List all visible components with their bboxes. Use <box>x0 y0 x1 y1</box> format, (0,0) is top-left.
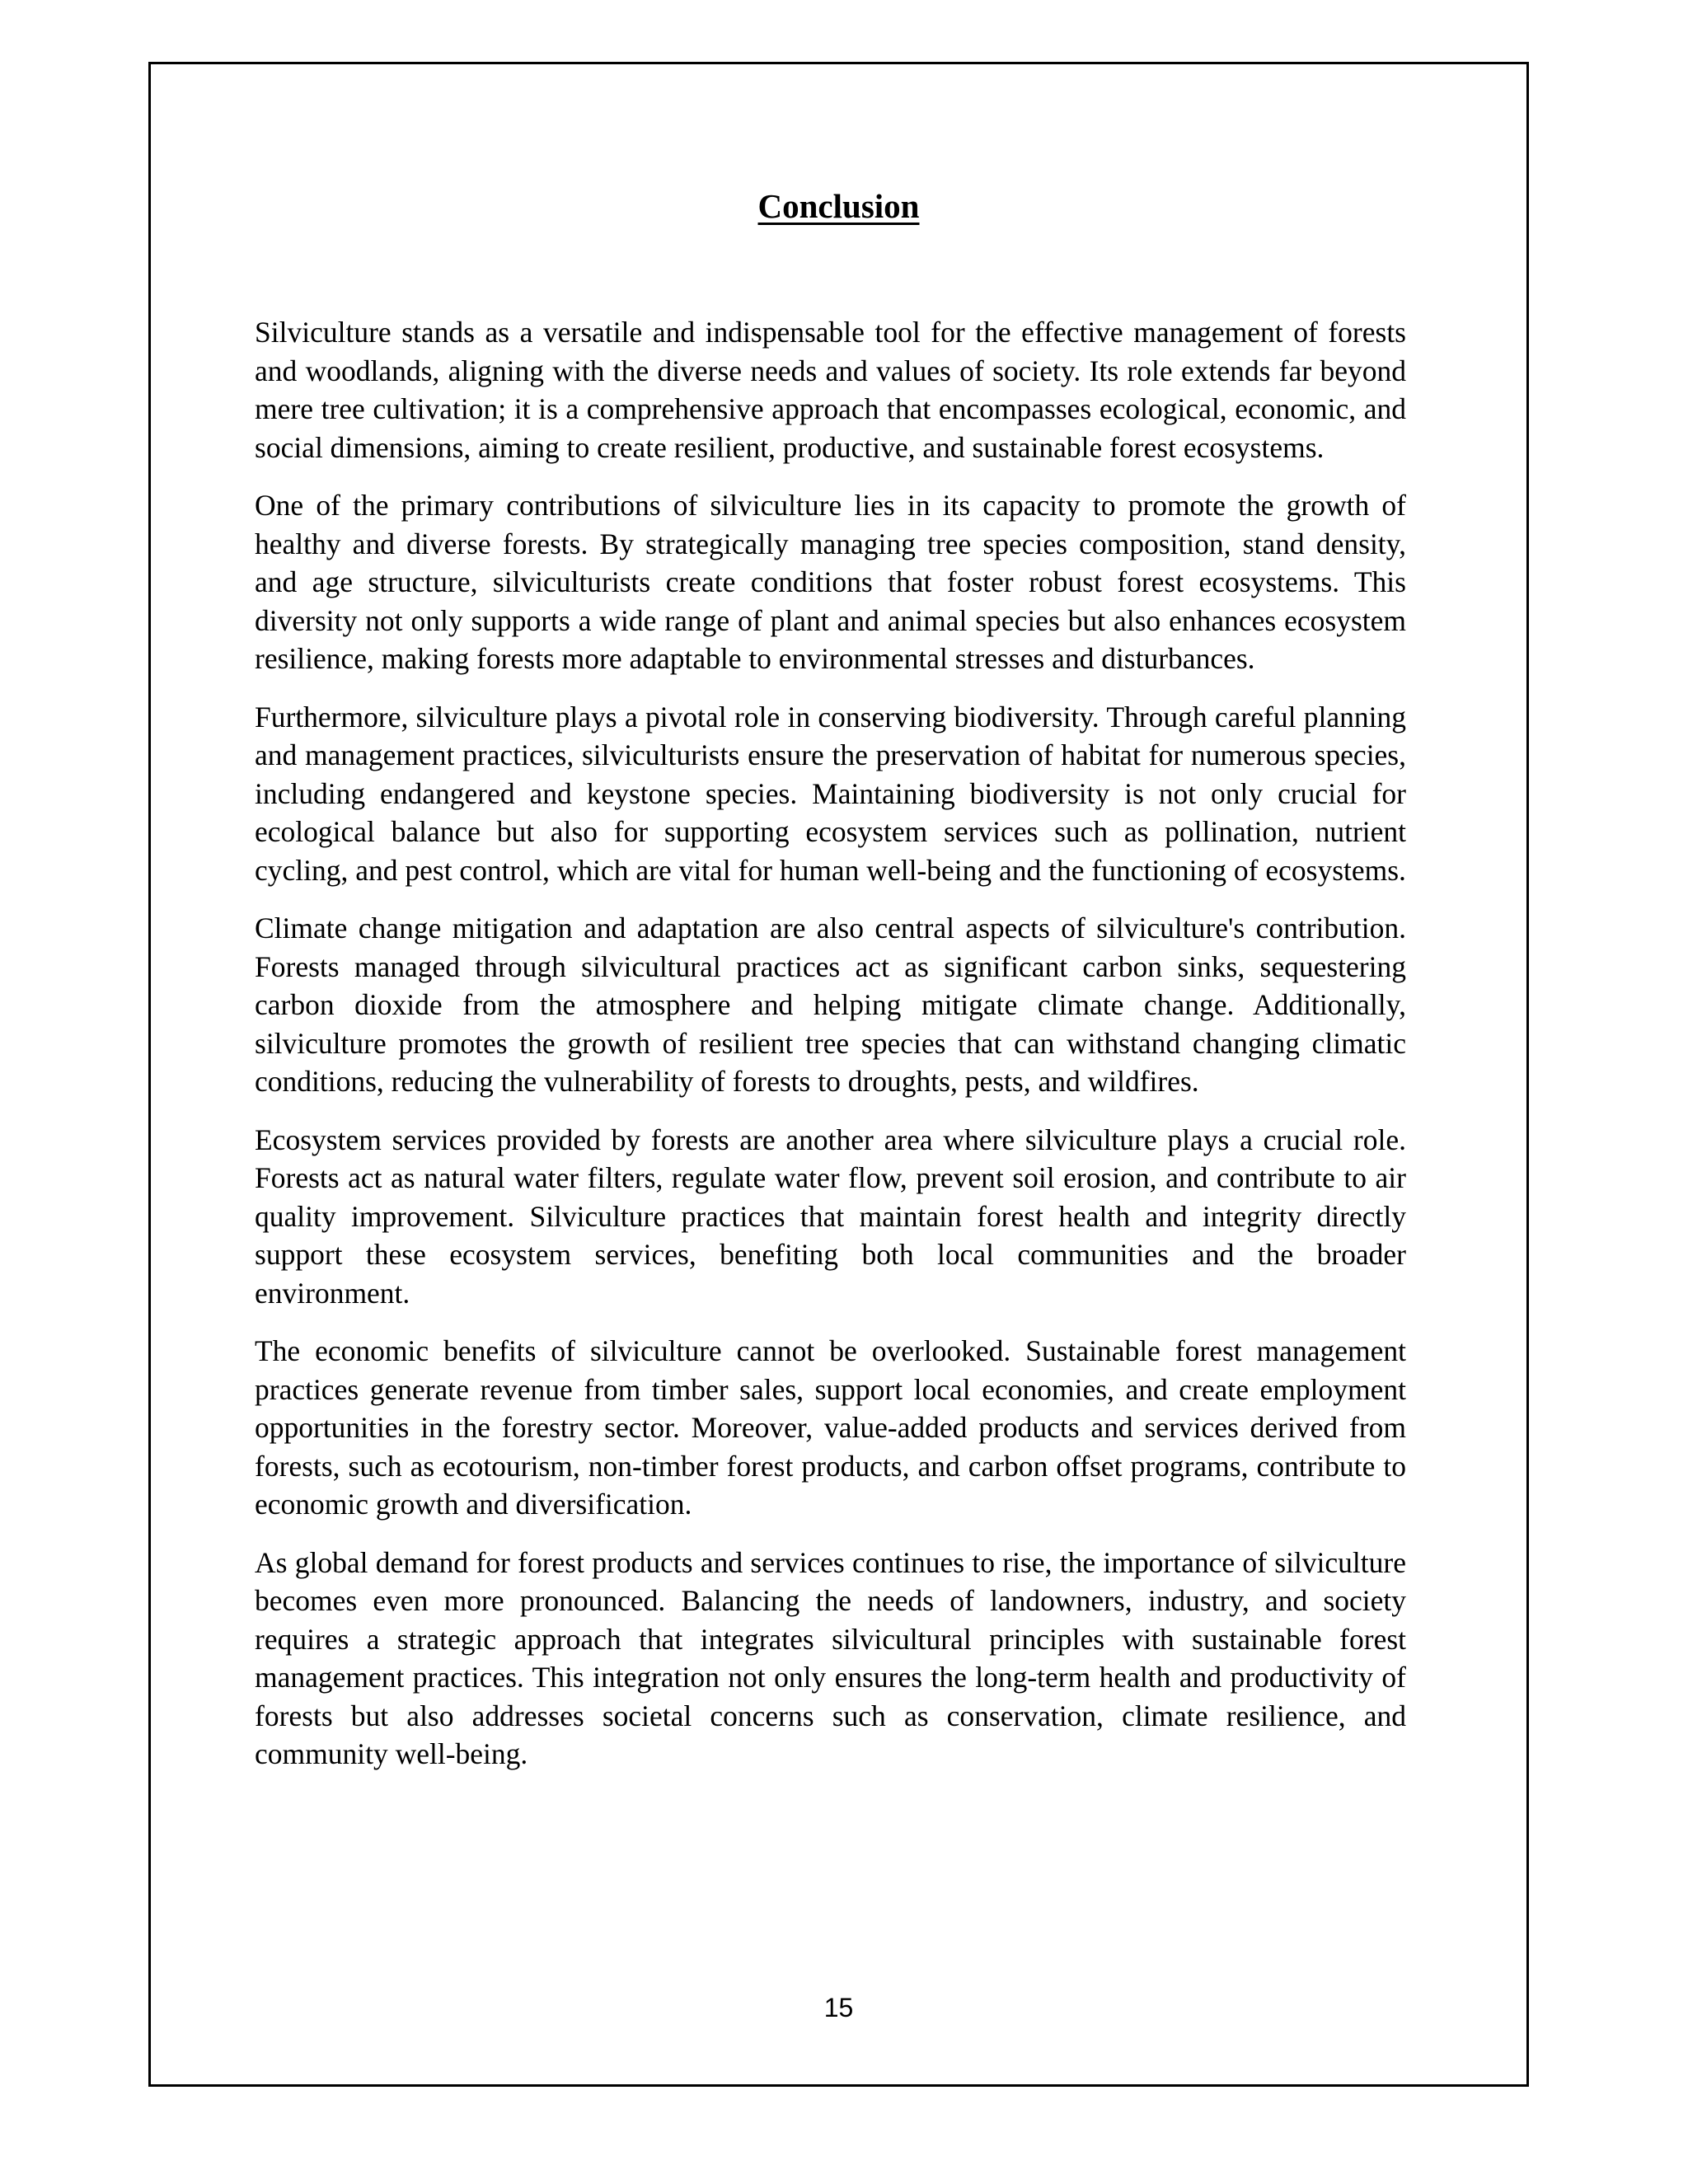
paragraph-3: Furthermore, silviculture plays a pivotal role in conserving biodiversity. Through careful planning and management practices, silviculturists ensure the preservation of habitat for numerous species, including endangered and keystone species. Maintaining biodiversity is not only crucial for ecological balance but also for supporting ecosystem services such as pollination, nutrient cycling, and pest control, which are vital for human well-being and the functioning of ecosystems. <box>255 700 1406 887</box>
paragraph-1: Silviculture stands as a versatile and indispensable tool for the effective management of forests and woodlands, aligning with the diverse needs and values of society. Its role extends far beyond mere tree cultivation; it is a comprehensive approach that encompasses ecological, economic, and social dimensions, aiming to create resilient, productive, and sustainable forest ecosystems. <box>255 316 1406 464</box>
page-number: 15 <box>823 1993 854 2022</box>
paragraph-6: The economic benefits of silviculture cannot be overlooked. Sustainable forest management practices generate revenue from timber sales, support local economies, and create employment opportunities in the forestry sector. Moreover, value-added products and services derived from forests, such as ecotourism, non-timber forest products, and carbon offset programs, contribute to economic growth and diversification. <box>255 1334 1406 1521</box>
paragraph-4: Climate change mitigation and adaptation are also central aspects of silviculture's contribution. Forests managed through silvicultural practices act as significant carbon sinks, sequestering carbon dioxide from the atmosphere and helping mitigate climate change. Additionally, silviculture promotes the growth of resilient tree species that can withstand changing climatic conditions, reducing the vulnerability of forests to droughts, pests, and wildfires. <box>255 912 1406 1098</box>
body-text <box>255 313 1406 1793</box>
paragraph-2: One of the primary contributions of silviculture lies in its capacity to promote the growth of healthy and diverse forests. By strategically managing tree species composition, stand density, and age structure, silviculturists create conditions that foster robust forest ecosystems. This diversity not only supports a wide range of plant and animal species but also enhances ecosystem resilience, making forests more adaptable to environmental stresses and disturbances. <box>255 489 1406 675</box>
page-title: Conclusion <box>757 187 920 225</box>
paragraph-7: As global demand for forest products and services continues to rise, the importance of silviculture becomes even more pronounced. Balancing the needs of landowners, industry, and society requires a strategic approach that integrates silvicultural principles with sustainable forest management practices. This integration not only ensures the long-term health and productivity of forests but also addresses societal concerns such as conservation, climate resilience, and community well-being. <box>255 1545 1406 1770</box>
paragraph-5: Ecosystem services provided by forests are another area where silviculture plays a crucial role. Forests act as natural water filters, regulate water flow, prevent soil erosion, and contribute to air quality improvement. Silviculture practices that maintain forest health and integrity directly support these ecosystem services, benefiting both local communities and the broader environment. <box>255 1122 1406 1310</box>
